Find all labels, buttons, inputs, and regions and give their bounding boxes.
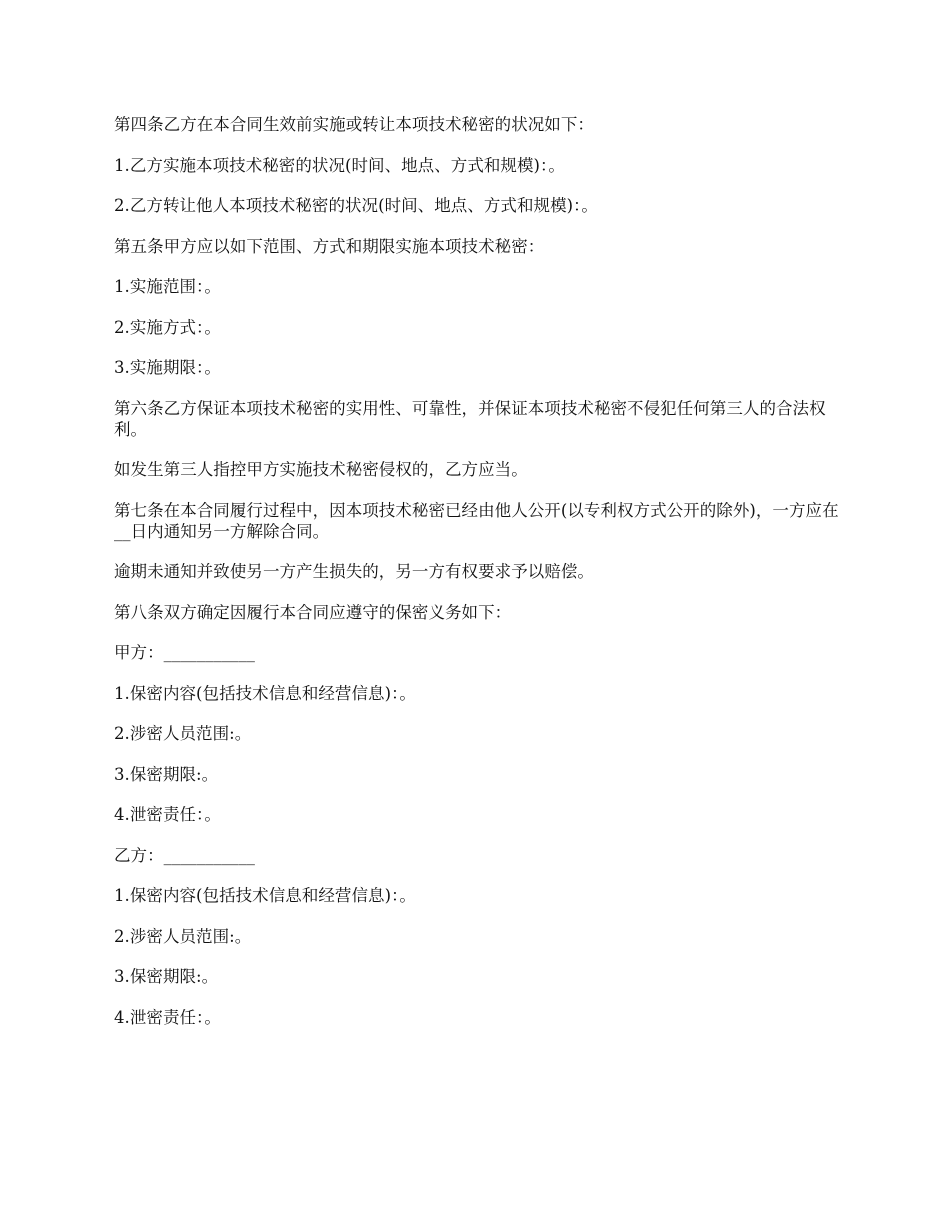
party-a-item-1: 1.保密内容(包括技术信息和经营信息)：。 xyxy=(114,683,416,703)
party-b-item-4: 4.泄密责任：。 xyxy=(114,1007,221,1027)
article-5-heading: 第五条甲方应以如下范围、方式和期限实施本项技术秘密： xyxy=(114,236,545,256)
article-4-item-1: 1.乙方实施本项技术秘密的状况(时间、地点、方式和规模)：。 xyxy=(114,155,565,175)
article-8-heading: 第八条双方确定因履行本合同应遵守的保密义务如下： xyxy=(114,602,512,622)
party-a-item-3: 3.保密期限:。 xyxy=(114,764,219,784)
article-5-item-1: 1.实施范围：。 xyxy=(114,277,221,296)
article-7-compensation: 逾期未通知并致使另一方产生损失的，另一方有权要求予以赔偿。 xyxy=(114,562,594,581)
party-a-item-2: 2.涉密人员范围:。 xyxy=(114,724,252,743)
party-b-label: 乙方：___________ xyxy=(114,845,255,865)
article-6-text: 第六条乙方保证本项技术秘密的实用性、可靠性，并保证本项技术秘密不侵犯任何第三人的合法权利。 xyxy=(114,398,826,439)
article-6-infringement: 如发生第三人指控甲方实施技术秘密侵权的，乙方应当。 xyxy=(114,460,528,479)
document-body xyxy=(114,114,844,1047)
article-4-heading: 第四条乙方在本合同生效前实施或转让本项技术秘密的状况如下： xyxy=(114,115,594,134)
article-4-item-2: 2.乙方转让他人本项技术秘密的状况(时间、地点、方式和规模)：。 xyxy=(114,196,598,215)
article-7-text: 第七条在本合同履行过程中，因本项技术秘密已经由他人公开(以专利权方式公开的除外)，一方应在__日内通知另一方解除合同。 xyxy=(114,500,839,541)
party-b-item-1: 1.保密内容(包括技术信息和经营信息)：。 xyxy=(114,886,416,905)
article-5-item-3: 3.实施期限：。 xyxy=(114,358,221,377)
party-a-item-4: 4.泄密责任：。 xyxy=(114,805,221,824)
party-b-item-3: 3.保密期限:。 xyxy=(114,967,219,986)
article-5-item-2: 2.实施方式：。 xyxy=(114,317,221,337)
party-a-label: 甲方：___________ xyxy=(114,643,255,662)
party-b-item-2: 2.涉密人员范围:。 xyxy=(114,926,252,946)
